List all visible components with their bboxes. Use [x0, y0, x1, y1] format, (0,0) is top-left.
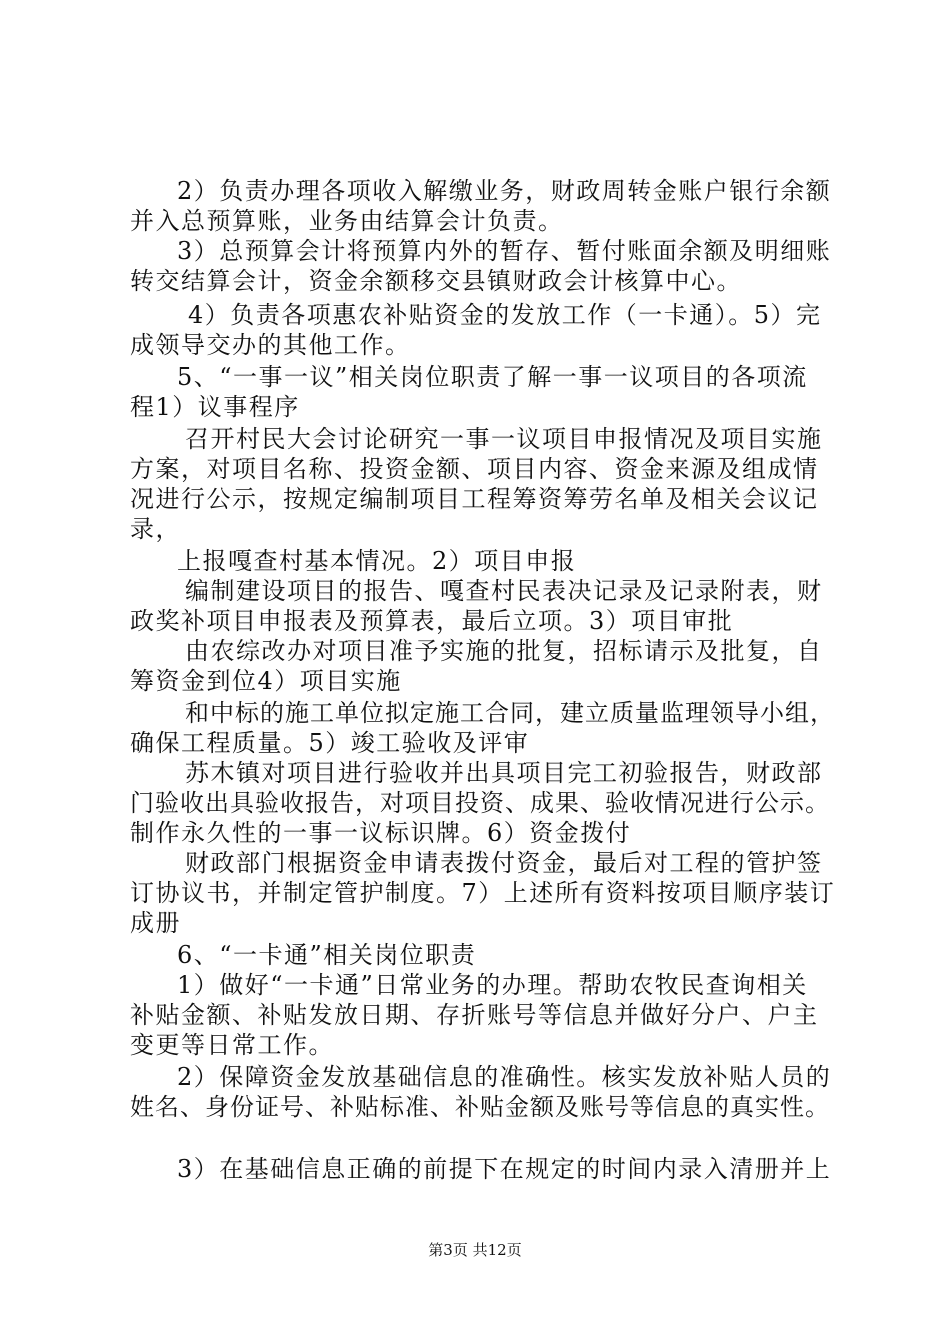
text-line: 方案，对项目名称、投资金额、项目内容、资金来源及组成情 [130, 455, 819, 483]
text-line: 成册 [130, 909, 181, 937]
text-line: 2）保障资金发放基础信息的准确性。核实发放补贴人员的 [177, 1063, 832, 1091]
text-line: 门验收出具验收报告，对项目投资、成果、验收情况进行公示。 [130, 789, 830, 817]
text-line: 录， [130, 515, 181, 543]
text-line: 财政部门根据资金申请表拨付资金，最后对工程的管护签 [185, 849, 823, 877]
section-heading: 5、“一事一议”相关岗位职责了解一事一议项目的各项流 [177, 363, 808, 391]
text-line: 制作永久性的一事一议标识牌。6）资金拨付 [130, 819, 632, 847]
text-line: 补贴金额、补贴发放日期、存折账号等信息并做好分户、户主 [130, 1001, 819, 1029]
section-heading: 6、“一卡通”相关岗位职责 [177, 941, 477, 969]
text-line: 政奖补项目申报表及预算表，最后立项。3）项目审批 [130, 607, 734, 635]
text-line: 4）负责各项惠农补贴资金的发放工作（一卡通）。5）完 [188, 301, 822, 329]
text-line: 订协议书，并制定管护制度。7）上述所有资料按项目顺序装订 [130, 879, 836, 907]
text-line: 筹资金到位4）项目实施 [130, 667, 402, 695]
text-line: 苏木镇对项目进行验收并出具项目完工初验报告，财政部 [185, 759, 823, 787]
text-line: 姓名、身份证号、补贴标准、补贴金额及账号等信息的真实性。 [130, 1093, 830, 1121]
text-line: 况进行公示，按规定编制项目工程筹资筹劳名单及相关会议记 [130, 485, 819, 513]
text-line: 程1）议事程序 [130, 393, 300, 421]
text-line: 2）负责办理各项收入解缴业务，财政周转金账户银行余额 [177, 177, 832, 205]
text-line: 编制建设项目的报告、嘎查村民表决记录及记录附表，财 [185, 577, 823, 605]
text-line: 召开村民大会讨论研究一事一议项目申报情况及项目实施 [185, 425, 823, 453]
text-line: 3）总预算会计将预算内外的暂存、暂付账面余额及明细账 [177, 237, 832, 265]
text-line: 确保工程质量。5）竣工验收及评审 [130, 729, 530, 757]
text-line: 变更等日常工作。 [130, 1031, 334, 1059]
text-line: 转交结算会计，资金余额移交县镇财政会计核算中心。 [130, 267, 742, 295]
text-line: 和中标的施工单位拟定施工合同，建立质量监理领导小组， [185, 699, 835, 727]
text-line: 3）在基础信息正确的前提下在规定的时间内录入清册并上 [177, 1155, 832, 1183]
text-line: 由农综改办对项目准予实施的批复，招标请示及批复，自 [185, 637, 823, 665]
page-number-footer: 第3页 共12页 [428, 1241, 522, 1259]
text-line: 1）做好“一卡通”日常业务的办理。帮助农牧民查询相关 [177, 971, 808, 999]
text-line: 上报嘎查村基本情况。2）项目申报 [177, 547, 577, 575]
text-line: 并入总预算账，业务由结算会计负责。 [130, 207, 564, 235]
text-line: 成领导交办的其他工作。 [130, 331, 411, 359]
